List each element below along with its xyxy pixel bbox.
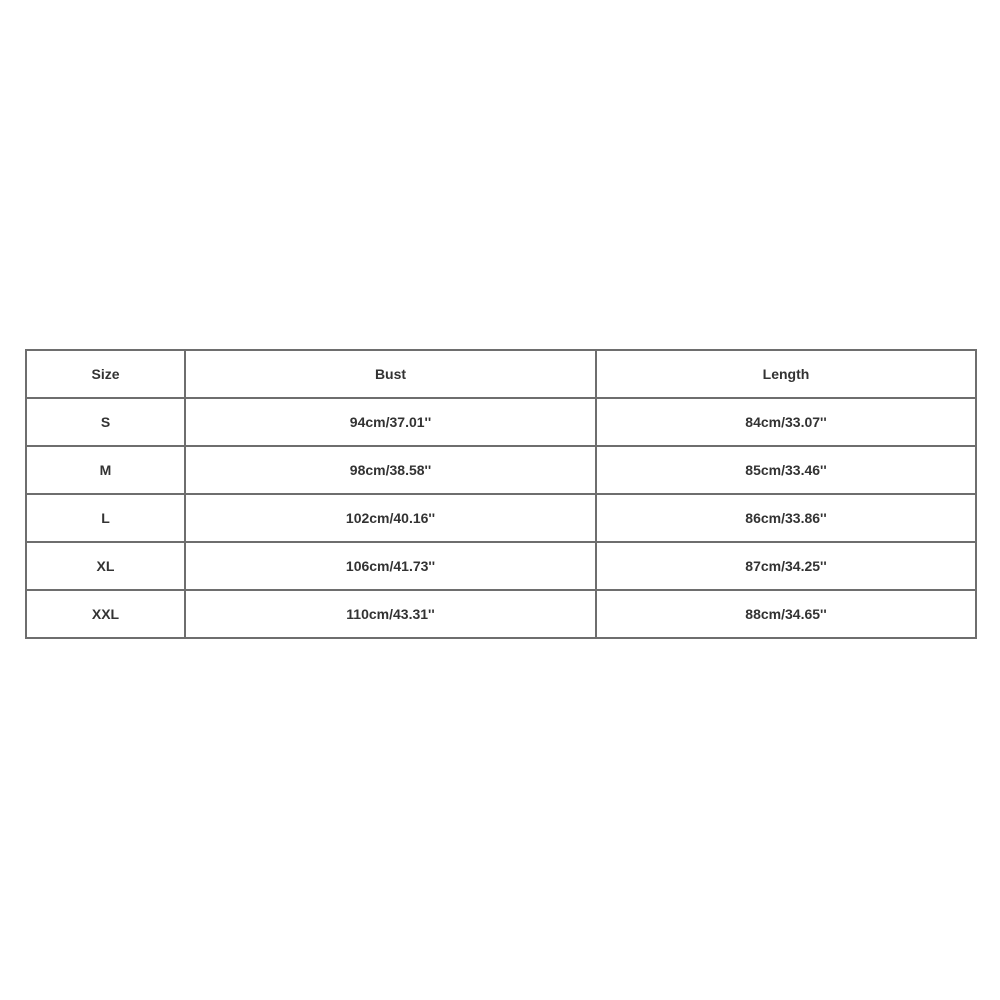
cell-bust: 106cm/41.73'' [185, 542, 596, 590]
cell-length: 86cm/33.86'' [596, 494, 976, 542]
size-chart-table [25, 349, 977, 639]
cell-length: 84cm/33.07'' [596, 398, 976, 446]
cell-length: 85cm/33.46'' [596, 446, 976, 494]
cell-length: 87cm/34.25'' [596, 542, 976, 590]
header-length: Length [596, 350, 976, 398]
cell-length: 88cm/34.65'' [596, 590, 976, 638]
cell-bust: 98cm/38.58'' [185, 446, 596, 494]
cell-size: M [26, 446, 185, 494]
table-row [26, 590, 976, 638]
header-bust: Bust [185, 350, 596, 398]
table-row [26, 542, 976, 590]
cell-bust: 94cm/37.01'' [185, 398, 596, 446]
header-size: Size [26, 350, 185, 398]
cell-size: S [26, 398, 185, 446]
table-row [26, 398, 976, 446]
table-row [26, 494, 976, 542]
table-header-row [26, 350, 976, 398]
table-row [26, 446, 976, 494]
cell-size: L [26, 494, 185, 542]
cell-size: XXL [26, 590, 185, 638]
cell-bust: 102cm/40.16'' [185, 494, 596, 542]
cell-bust: 110cm/43.31'' [185, 590, 596, 638]
cell-size: XL [26, 542, 185, 590]
